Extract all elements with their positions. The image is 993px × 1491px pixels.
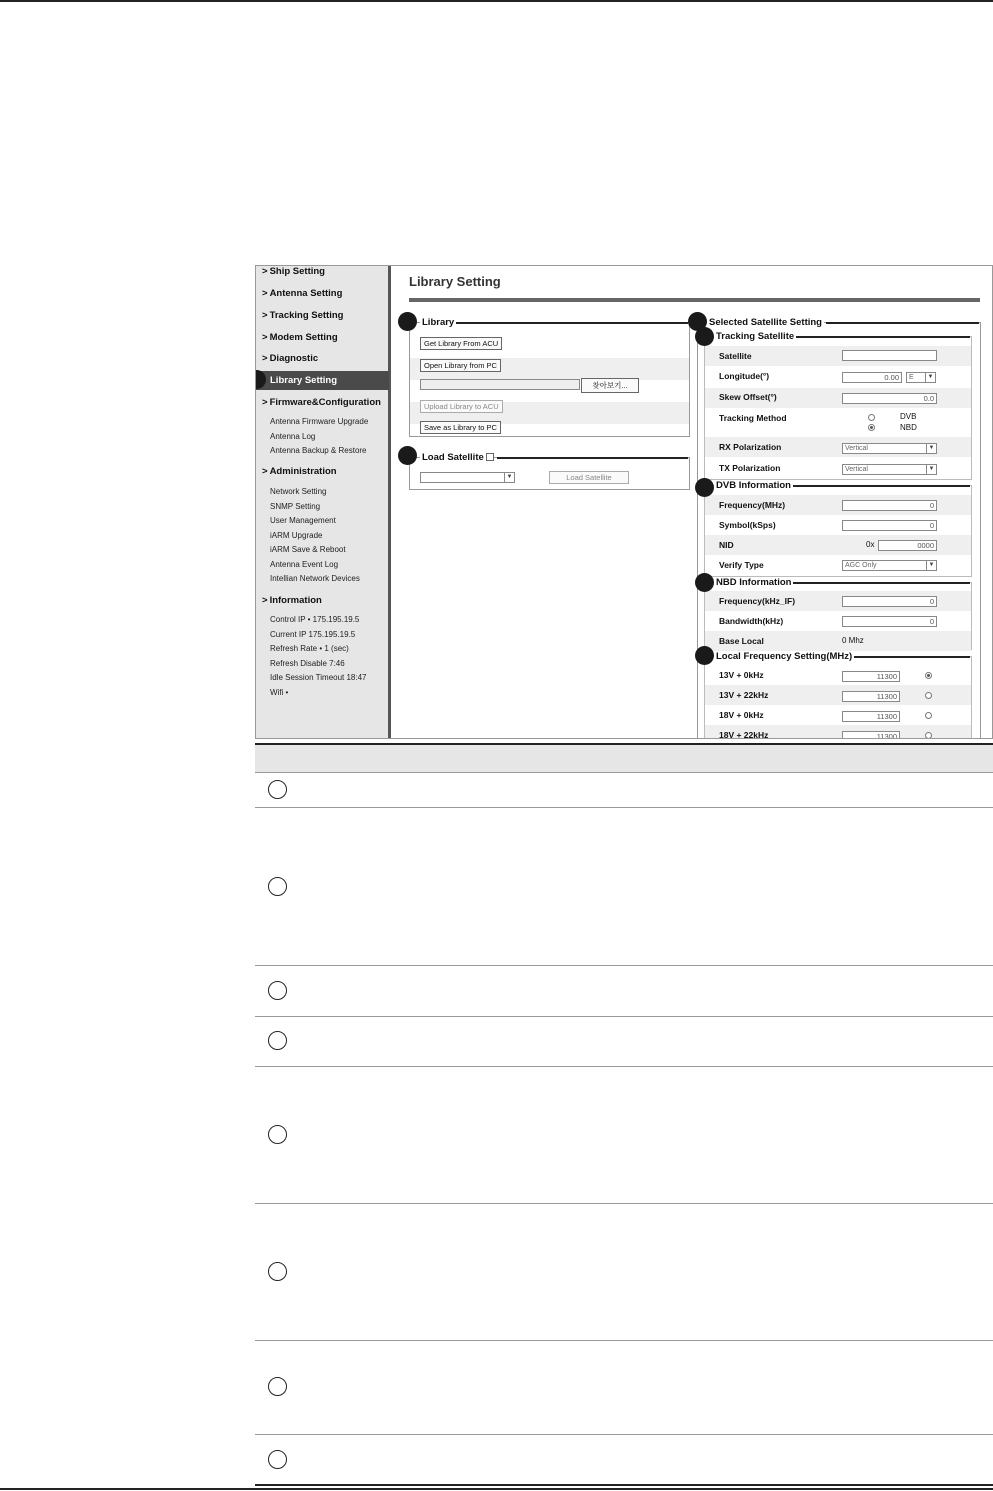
callout-marker bbox=[398, 312, 417, 331]
open-library-button[interactable]: Open Library from PC bbox=[420, 359, 501, 372]
table-row bbox=[255, 1067, 993, 1204]
info-refresh-rate: Refresh Rate • 1 (sec) bbox=[270, 644, 349, 653]
method-dvb-label: DVB bbox=[900, 412, 917, 421]
tx-polarization-value: Vertical bbox=[845, 466, 868, 473]
info-idle-session-timeout: Idle Session Timeout 18:47 bbox=[270, 673, 367, 682]
lo-13v-22khz-input[interactable]: 11300 bbox=[842, 691, 900, 702]
callout-marker bbox=[695, 646, 714, 665]
nav-tracking-setting[interactable]: > Tracking Setting bbox=[262, 310, 344, 321]
nid-label: NID bbox=[719, 540, 734, 550]
sub-network-setting[interactable]: Network Setting bbox=[270, 487, 327, 496]
lo-18v-22khz-input[interactable]: 11300 bbox=[842, 731, 900, 739]
item-number-circle bbox=[268, 1377, 287, 1396]
dvb-frequency-label: Frequency(MHz) bbox=[719, 500, 786, 510]
nav-information[interactable]: > Information bbox=[262, 595, 322, 606]
get-library-button[interactable]: Get Library From ACU bbox=[420, 337, 502, 350]
lo-18v-0khz-label: 18V + 0kHz bbox=[719, 710, 764, 720]
chevron-down-icon: ▼ bbox=[926, 465, 936, 474]
table-row bbox=[255, 966, 993, 1017]
dvb-legend-rule bbox=[790, 485, 970, 487]
nav-administration[interactable]: > Administration bbox=[262, 466, 337, 477]
method-dvb-radio[interactable] bbox=[868, 414, 875, 421]
lo-18v-0khz-radio[interactable] bbox=[925, 712, 932, 719]
satellite-label: Satellite bbox=[719, 351, 752, 361]
longitude-label: Longitude(°) bbox=[719, 371, 770, 381]
library-file-input[interactable] bbox=[420, 379, 580, 390]
verify-type-value: AGC Only bbox=[845, 562, 877, 569]
satellite-input[interactable] bbox=[842, 350, 937, 361]
nbd-information-box bbox=[704, 582, 972, 650]
sub-antenna-log[interactable]: Antenna Log bbox=[270, 432, 316, 441]
callout-marker bbox=[695, 573, 714, 592]
sub-intellian-network-devices[interactable]: Intellian Network Devices bbox=[270, 574, 360, 583]
item-number-circle bbox=[268, 1262, 287, 1281]
longitude-input[interactable]: 0.00 bbox=[842, 372, 902, 383]
sub-snmp-setting[interactable]: SNMP Setting bbox=[270, 502, 321, 511]
library-legend: Library bbox=[422, 317, 455, 328]
nid-input[interactable]: 0000 bbox=[878, 540, 937, 551]
page-title: Library Setting bbox=[409, 274, 501, 289]
lo-18v-0khz-input[interactable]: 11300 bbox=[842, 711, 900, 722]
table-row bbox=[255, 773, 993, 808]
item-number-circle bbox=[268, 1031, 287, 1050]
load-legend-rule bbox=[497, 457, 688, 459]
nav-ship-setting[interactable]: > Ship Setting bbox=[262, 266, 325, 277]
selected-legend-rule bbox=[826, 322, 979, 324]
top-rule bbox=[0, 0, 993, 2]
sub-iarm-save-reboot[interactable]: iARM Save & Reboot bbox=[270, 545, 346, 554]
info-control-ip: Control IP • 175.195.19.5 bbox=[270, 615, 360, 624]
nav-library-setting[interactable]: Library Setting bbox=[256, 371, 389, 390]
library-legend-rule bbox=[454, 322, 688, 324]
lo-13v-22khz-radio[interactable] bbox=[925, 692, 932, 699]
lo-setting-box bbox=[704, 656, 972, 739]
item-number-circle bbox=[268, 877, 287, 896]
load-satellite-button[interactable]: Load Satellite bbox=[549, 471, 629, 484]
verify-type-label: Verify Type bbox=[719, 560, 764, 570]
skew-offset-label: Skew Offset(°) bbox=[719, 392, 777, 402]
tracking-satellite-box bbox=[704, 336, 972, 480]
nbd-legend-rule bbox=[790, 582, 970, 584]
nbd-information-legend: NBD Information bbox=[716, 577, 792, 588]
base-local-value: 0 Mhz bbox=[842, 636, 864, 645]
lo-13v-0khz-label: 13V + 0kHz bbox=[719, 670, 764, 680]
load-satellite-legend: Load Satellite bbox=[422, 452, 484, 463]
symbol-rate-label: Symbol(kSps) bbox=[719, 520, 776, 530]
table-row bbox=[255, 1341, 993, 1435]
sub-iarm-upgrade[interactable]: iARM Upgrade bbox=[270, 531, 323, 540]
info-wifi: Wifi • bbox=[270, 688, 289, 697]
chevron-down-icon: ▼ bbox=[926, 561, 936, 570]
chevron-down-icon: ▼ bbox=[925, 373, 935, 382]
nav-firmware-configuration[interactable]: > Firmware&Configuration bbox=[262, 397, 381, 408]
item-number-circle bbox=[268, 1125, 287, 1144]
tracking-satellite-legend: Tracking Satellite bbox=[716, 331, 795, 342]
item-number-circle bbox=[268, 981, 287, 1000]
skew-offset-input[interactable]: 0.0 bbox=[842, 393, 937, 404]
tx-polarization-label: TX Polarization bbox=[719, 463, 781, 473]
lo-13v-22khz-label: 13V + 22kHz bbox=[719, 690, 769, 700]
info-refresh-disable: Refresh Disable 7:46 bbox=[270, 659, 345, 668]
lo-legend-rule bbox=[852, 656, 970, 658]
nav-modem-setting[interactable]: > Modem Setting bbox=[262, 332, 338, 343]
bandwidth-label: Bandwidth(kHz) bbox=[719, 616, 784, 626]
table-row bbox=[255, 1204, 993, 1341]
browse-button[interactable]: 찾아보기... bbox=[581, 378, 639, 393]
dvb-information-box bbox=[704, 485, 972, 577]
sidebar bbox=[256, 266, 391, 739]
nbd-frequency-input[interactable]: 0 bbox=[842, 596, 937, 607]
save-library-button[interactable]: Save as Library to PC bbox=[420, 421, 501, 434]
base-local-label: Base Local bbox=[719, 636, 764, 646]
callout-marker bbox=[695, 478, 714, 497]
longitude-dir-select[interactable] bbox=[906, 372, 936, 383]
method-nbd-label: NBD bbox=[900, 423, 917, 432]
callout-marker bbox=[398, 446, 417, 465]
callout-marker bbox=[695, 327, 714, 346]
table-row bbox=[255, 808, 993, 966]
sub-antenna-firmware-upgrade[interactable]: Antenna Firmware Upgrade bbox=[270, 417, 369, 426]
verify-type-select[interactable] bbox=[842, 560, 937, 571]
method-nbd-radio[interactable] bbox=[868, 424, 875, 431]
table-row bbox=[255, 1017, 993, 1067]
lo-setting-legend: Local Frequency Setting(MHz) bbox=[716, 651, 853, 662]
symbol-rate-input[interactable]: 0 bbox=[842, 520, 937, 531]
sub-antenna-backup-restore[interactable]: Antenna Backup & Restore bbox=[270, 446, 367, 455]
screenshot-panel bbox=[255, 265, 993, 739]
lo-13v-0khz-input[interactable]: 11300 bbox=[842, 671, 900, 682]
satellite-select[interactable] bbox=[420, 472, 515, 483]
nav-diagnostic[interactable]: > Diagnostic bbox=[262, 353, 319, 364]
rx-polarization-select[interactable] bbox=[842, 443, 937, 454]
tracking-legend-rule bbox=[794, 336, 970, 338]
info-current-ip: Current IP 175.195.19.5 bbox=[270, 630, 356, 639]
longitude-dir-value: E bbox=[909, 374, 914, 381]
selected-satellite-legend: Selected Satellite Setting bbox=[709, 317, 822, 328]
main-content bbox=[394, 266, 993, 739]
bandwidth-input[interactable]: 0 bbox=[842, 616, 937, 627]
lo-18v-22khz-radio[interactable] bbox=[925, 732, 932, 739]
nav-antenna-setting[interactable]: > Antenna Setting bbox=[262, 288, 343, 299]
table-row bbox=[255, 1435, 993, 1486]
tracking-method-label: Tracking Method bbox=[719, 413, 787, 423]
lo-13v-0khz-radio[interactable] bbox=[925, 672, 932, 679]
rx-polarization-value: Vertical bbox=[845, 445, 868, 452]
rx-polarization-label: RX Polarization bbox=[719, 442, 782, 452]
dvb-frequency-input[interactable]: 0 bbox=[842, 500, 937, 511]
chevron-down-icon: ▼ bbox=[926, 444, 936, 453]
nid-prefix: 0x bbox=[866, 540, 875, 549]
chevron-down-icon: ▼ bbox=[504, 473, 514, 482]
item-number-circle bbox=[268, 1450, 287, 1469]
title-rule bbox=[409, 298, 980, 302]
lo-18v-22khz-label: 18V + 22kHz bbox=[719, 730, 769, 739]
item-number-circle bbox=[268, 780, 287, 799]
upload-library-button[interactable]: Upload Library to ACU bbox=[420, 400, 503, 413]
table-header bbox=[255, 743, 993, 773]
load-satellite-checkbox[interactable] bbox=[486, 453, 494, 461]
sub-user-management[interactable]: User Management bbox=[270, 516, 336, 525]
tx-polarization-select[interactable] bbox=[842, 464, 937, 475]
nbd-frequency-label: Frequency(kHz_IF) bbox=[719, 596, 796, 606]
sub-antenna-event-log[interactable]: Antenna Event Log bbox=[270, 560, 339, 569]
library-box bbox=[409, 322, 690, 437]
bottom-rule bbox=[0, 1488, 993, 1490]
dvb-information-legend: DVB Information bbox=[716, 480, 791, 491]
